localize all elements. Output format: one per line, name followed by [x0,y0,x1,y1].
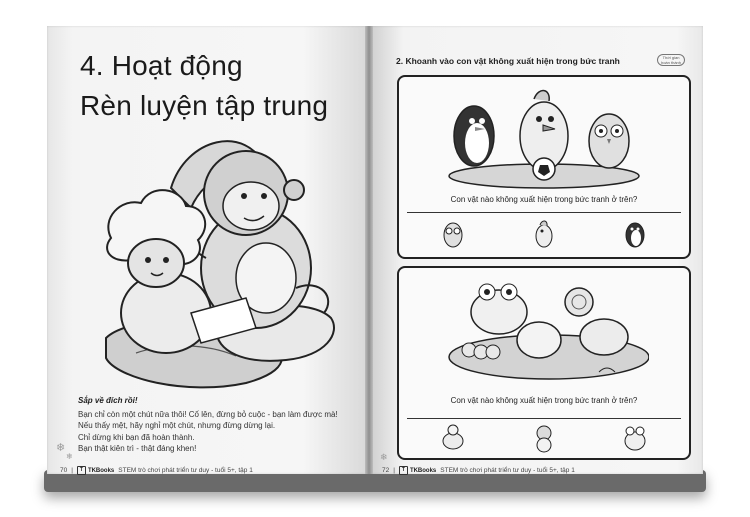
page-number: 70 [60,467,68,474]
series-title: STEM trò chơi phát triển tư duy - tuổi 5+, tập 1 [440,467,575,474]
left-page-footer: 70 | T TKBooks STEM trò chơi phát triển tư duy - tuổi 5+, tập 1 [60,467,253,474]
answer-frog-icon[interactable] [620,421,650,453]
animals-scene-2 [439,272,649,387]
publisher-name: TKBooks [409,467,437,474]
page-title-line2: Rèn luyện tập trung [80,90,329,121]
answer-owl-icon[interactable] [438,217,468,249]
series-title: STEM trò chơi phát triển tư duy - tuổi 5+, tập 1 [118,467,253,474]
encouragement-line: Chỉ dừng khi bạn đã hoàn thành. [78,432,195,442]
snowflake-icon: ❄ [380,452,388,462]
answer-turtle-icon[interactable] [438,421,468,453]
book-gutter [365,26,373,474]
publisher-logo [77,466,114,475]
right-page-footer: 72 | T TKBooks STEM trò chơi phát triển tư duy - tuổi 5+, tập 1 [382,467,575,474]
panel-1-question: Con vật nào không xuất hiện trong bức tranh ở trên? [450,195,638,204]
left-page-text [78,395,358,455]
puzzle-panel-2 [397,266,691,460]
encouragement-line: Nếu thấy mệt, hãy nghỉ một chút, nhưng đừng dừng lại. [78,421,276,430]
exercise-title: 2. Khoanh vào con vật không xuất hiện trong bức tranh [396,56,620,66]
publisher-logo [399,466,436,475]
panel-2-question: Con vật nào không xuất hiện trong bức tranh ở trên? [450,396,638,405]
snowflake-icon: ❄ [66,452,73,461]
answer-hedgehog-icon[interactable] [529,421,559,453]
publisher-name: TKBooks [87,467,115,474]
panel-1-answers [407,212,681,253]
encouragement-line: Bạn thật kiên trì - thật đáng khen! [78,444,197,453]
answer-penguin-icon[interactable] [620,217,650,249]
time-badge: Thời gian hoàn thành [657,54,685,66]
encouragement-line: Bạn chỉ còn một chút nữa thôi! Cố lên, đừng bỏ cuộc - bạn làm được mà! [78,409,338,419]
focus-illustration [96,128,346,390]
panel-2-answers [407,418,681,455]
snowflake-icon: ❄ [56,442,66,454]
puzzle-panel-1 [397,75,691,259]
animals-scene-1 [439,81,649,191]
page-title-line1: 4. Hoạt động [80,50,243,81]
encouragement-heading: Sắp về đích rồi! [78,396,138,405]
answer-rooster-icon[interactable] [529,217,559,249]
page-number: 72 [382,467,390,474]
book-logo-icon: T [77,466,86,475]
book-logo-icon: T [399,466,408,475]
